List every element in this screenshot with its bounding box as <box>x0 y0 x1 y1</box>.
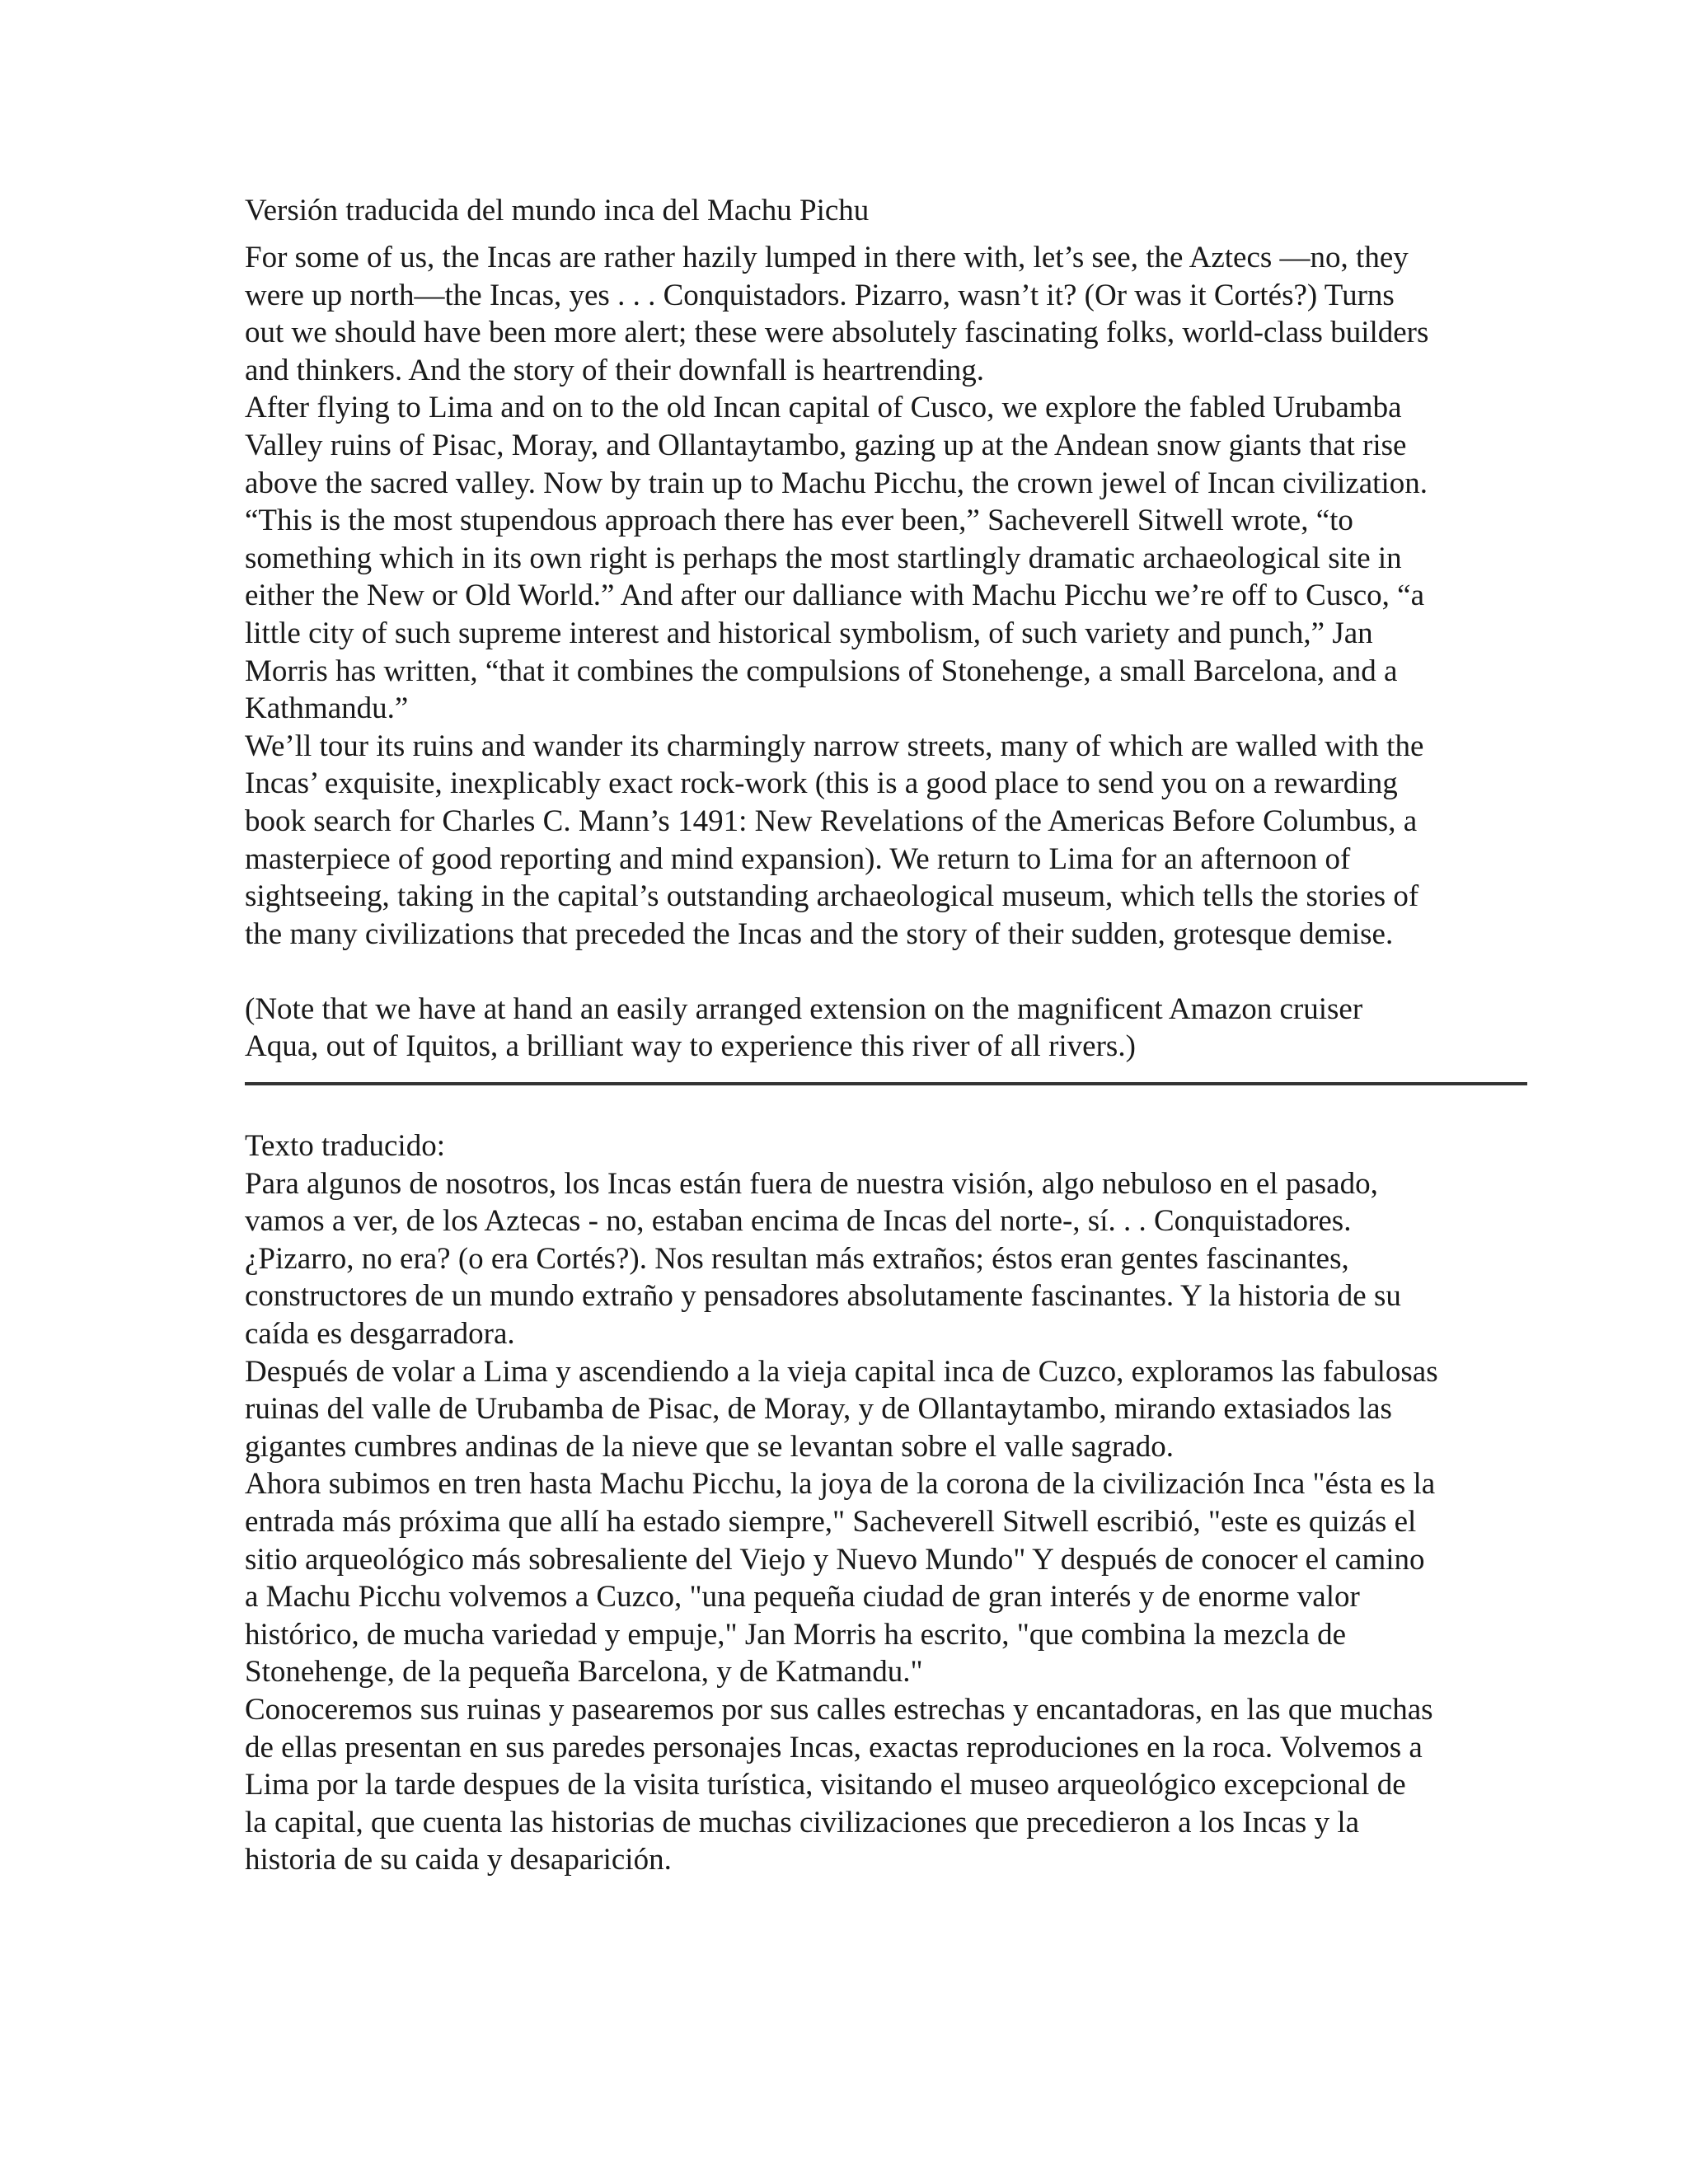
text-line: above the sacred valley. Now by train up to Machu Picchu, the crown jewel of Incan civilization. <box>245 466 1428 500</box>
text-line: historia de su caida y desaparición. <box>245 1843 672 1877</box>
text-line: Valley ruins of Pisac, Moray, and Ollantaytambo, gazing up at the Andean snow giants that rise <box>245 428 1407 462</box>
text-line: a Machu Picchu volvemos a Cuzco, "una pequeña ciudad de gran interés y de enorme valor <box>245 1580 1360 1615</box>
document-page <box>245 192 1531 1879</box>
english-paragraph-2 <box>245 389 1531 727</box>
text-line: out we should have been more alert; these were absolutely fascinating folks, world-class builders <box>245 316 1429 350</box>
text-line: de ellas presentan en sus paredes personajes Incas, exactas reproduciones en la roca. Volvemos a <box>245 1730 1423 1765</box>
text-line: We’ll tour its ruins and wander its charmingly narrow streets, many of which are walled with the <box>245 729 1424 763</box>
text-line: (Note that we have at hand an easily arranged extension on the magnificent Amazon cruiser <box>245 991 1363 1026</box>
text-line: something which in its own right is perhaps the most startlingly dramatic archaeological site in <box>245 541 1402 575</box>
horizontal-divider <box>245 1082 1527 1085</box>
text-line: histórico, de mucha variedad y empuje," Jan Morris ha escrito, "que combina la mezcla de <box>245 1617 1347 1652</box>
text-line: Para algunos de nosotros, los Incas están fuera de nuestra visión, algo nebuloso en el pasado, <box>245 1166 1378 1201</box>
text-line: Conoceremos sus ruinas y pasearemos por sus calles estrechas y encantadoras, en las que muchas <box>245 1692 1433 1727</box>
text-line: Kathmandu.” <box>245 691 409 726</box>
text-line: either the New or Old World.” And after our dalliance with Machu Picchu we’re off to Cusco, “a <box>245 579 1425 613</box>
text-line: gigantes cumbres andinas de la nieve que se levantan sobre el valle sagrado. <box>245 1429 1175 1464</box>
spanish-paragraph-1 <box>245 1165 1531 1353</box>
text-line: “This is the most stupendous approach there has ever been,” Sacheverell Sitwell wrote, “to <box>245 504 1353 538</box>
text-line: For some of us, the Incas are rather hazily lumped in there with, let’s see, the Aztecs —no, they <box>245 241 1409 274</box>
text-line: Ahora subimos en tren hasta Machu Picchu, la joya de la corona de la civilización Inca "ésta es la <box>245 1467 1436 1502</box>
translated-text-label: Texto traducido: <box>245 1129 445 1164</box>
text-line: sightseeing, taking in the capital’s outstanding archaeological museum, which tells the stories of <box>245 879 1419 914</box>
english-paragraph-1 <box>245 239 1531 389</box>
spanish-paragraph-2 <box>245 1353 1531 1466</box>
text-line: After flying to Lima and on to the old Incan capital of Cusco, we explore the fabled Urubamba <box>245 391 1402 425</box>
text-line: little city of such supreme interest and historical symbolism, of such variety and punch,” Jan <box>245 616 1373 650</box>
text-line: Incas’ exquisite, inexplicably exact rock-work (this is a good place to send you on a rewarding <box>245 766 1398 801</box>
note-paragraph <box>245 991 1531 1066</box>
document-heading: Versión traducida del mundo inca del Machu Pichu <box>245 194 870 227</box>
text-line: Aqua, out of Iquitos, a brilliant way to experience this river of all rivers.) <box>245 1029 1136 1064</box>
text-line: vamos a ver, de los Aztecas - no, estaban encima de Incas del norte-, sí. . . Conquistadores. <box>245 1204 1352 1239</box>
text-line: la capital, que cuenta las historias de muchas civilizaciones que precedieron a los Incas y la <box>245 1805 1360 1840</box>
text-line: ¿Pizarro, no era? (o era Cortés?). Nos resultan más extraños; éstos eran gentes fascinantes, <box>245 1241 1349 1276</box>
text-line: Lima por la tarde despues de la visita turística, visitando el museo arqueológico excepcional de <box>245 1768 1406 1802</box>
text-line: Morris has written, “that it combines the compulsions of Stonehenge, a small Barcelona, and a <box>245 654 1398 688</box>
text-line: book search for Charles C. Mann’s 1491: New Revelations of the Americas Before Columbus, a <box>245 804 1418 838</box>
spanish-paragraph-3 <box>245 1465 1531 1691</box>
text-line: were up north—the Incas, yes . . . Conquistadors. Pizarro, wasn’t it? (Or was it Cortés?) Turns <box>245 278 1395 312</box>
text-line: caída es desgarradora. <box>245 1317 515 1352</box>
text-line: the many civilizations that preceded the Incas and the story of their sudden, grotesque demise. <box>245 916 1394 951</box>
text-line: masterpiece of good reporting and mind expansion). We return to Lima for an afternoon of <box>245 841 1351 876</box>
text-line: sitio arqueológico más sobresaliente del Viejo y Nuevo Mundo" Y después de conocer el camino <box>245 1542 1425 1577</box>
text-line: ruinas del valle de Urubamba de Pisac, de Moray, y de Ollantaytambo, mirando extasiados las <box>245 1392 1392 1427</box>
text-line: constructores de un mundo extraño y pensadores absolutamente fascinantes. Y la historia de su <box>245 1279 1401 1314</box>
text-line: entrada más próxima que allí ha estado siempre," Sacheverell Sitwell escribió, "este es quizás el <box>245 1505 1417 1539</box>
text-line: and thinkers. And the story of their downfall is heartrending. <box>245 353 985 387</box>
english-paragraph-3 <box>245 728 1531 954</box>
text-line: Después de volar a Lima y ascendiendo a la vieja capital inca de Cuzco, exploramos las fabulosas <box>245 1354 1438 1389</box>
spanish-paragraph-4 <box>245 1691 1531 1879</box>
text-line: Stonehenge, de la pequeña Barcelona, y de Katmandu." <box>245 1655 923 1690</box>
